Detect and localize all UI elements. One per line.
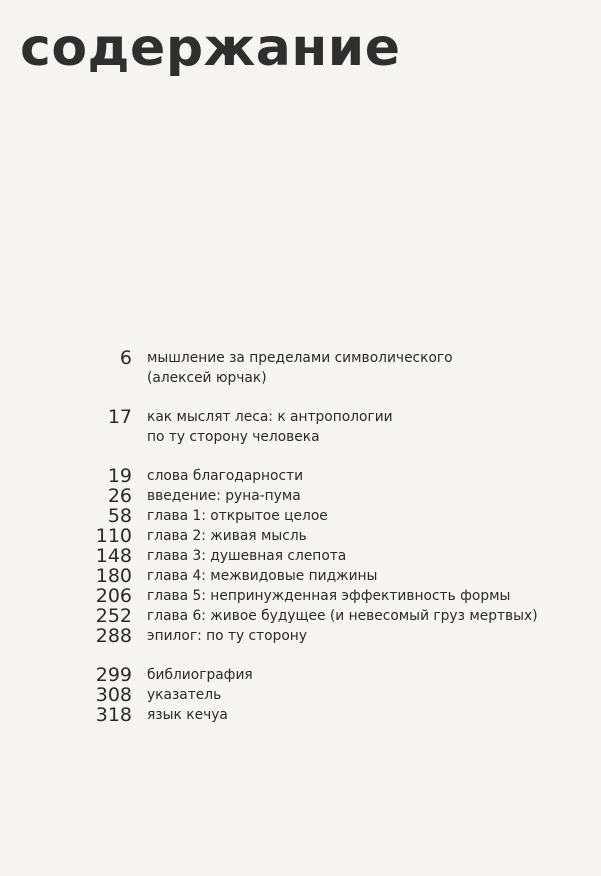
toc-entry-title <box>132 566 377 586</box>
toc-entry <box>80 348 595 388</box>
toc-page-number: 148 <box>95 545 132 567</box>
toc-entry-line: слова благодарности <box>147 468 304 484</box>
toc-entry-line: глава 4: межвидовые пиджины <box>147 568 378 584</box>
toc-entry <box>80 566 595 586</box>
toc-group <box>80 665 595 725</box>
toc-page-number: 308 <box>95 684 132 706</box>
toc-entry-title <box>132 546 346 566</box>
toc-page-number: 288 <box>95 625 132 647</box>
toc-entry <box>80 586 595 606</box>
toc-group <box>80 466 595 646</box>
toc-page-number: 206 <box>95 585 132 607</box>
toc-entry-line: как мыслят леса: к антропологии <box>147 409 393 425</box>
toc-page-number: 17 <box>107 406 132 428</box>
toc-entry <box>80 486 595 506</box>
toc-entry-line: глава 3: душевная слепота <box>147 548 347 564</box>
toc-entry <box>80 685 595 705</box>
toc-entry <box>80 626 595 646</box>
toc-entry-title <box>132 506 328 526</box>
toc-entry-line: указатель <box>147 687 222 703</box>
toc-page-number: 6 <box>119 347 132 369</box>
toc-entry-title <box>132 526 307 546</box>
toc-entry-title <box>132 685 221 705</box>
toc-entry-line: глава 2: живая мысль <box>147 528 307 544</box>
toc-entry-title <box>132 348 453 388</box>
toc-entry <box>80 606 595 626</box>
toc-entry-line: глава 1: открытое целое <box>147 508 328 524</box>
toc-page-number: 110 <box>95 525 132 547</box>
toc-entry-line: эпилог: по ту сторону <box>147 628 307 644</box>
toc-entry-title <box>132 466 303 486</box>
toc-entry <box>80 705 595 725</box>
toc-group <box>80 348 595 388</box>
toc-page-number: 19 <box>107 465 132 487</box>
toc-entry-line: библиография <box>147 667 253 683</box>
toc-entry-line: мышление за пределами символического <box>147 350 453 366</box>
toc-entry-line: введение: руна-пума <box>147 488 301 504</box>
toc-page-number: 180 <box>95 565 132 587</box>
toc-entry-title <box>132 665 253 685</box>
toc-entry <box>80 546 595 566</box>
toc-entry <box>80 466 595 486</box>
toc-entry-line: глава 5: непринужденная эффективность формы <box>147 588 511 604</box>
table-of-contents <box>80 348 595 744</box>
toc-entry-line: (алексей юрчак) <box>147 370 267 386</box>
toc-entry-line: по ту сторону человека <box>147 429 320 445</box>
toc-page-number: 26 <box>107 485 132 507</box>
toc-group <box>80 407 595 447</box>
toc-entry <box>80 665 595 685</box>
toc-entry-title <box>132 486 301 506</box>
toc-page-number: 58 <box>107 505 132 527</box>
toc-entry-title <box>132 586 510 606</box>
toc-entry-title <box>132 705 228 725</box>
toc-page-number: 318 <box>95 704 132 726</box>
page-title: содержание <box>20 18 401 78</box>
toc-entry <box>80 506 595 526</box>
toc-entry-line: язык кечуа <box>147 707 228 723</box>
toc-page-number: 252 <box>95 605 132 627</box>
toc-entry-title <box>132 606 538 626</box>
toc-entry-line: глава 6: живое будущее (и невесомый груз мертвых) <box>147 608 538 624</box>
toc-page-number: 299 <box>95 664 132 686</box>
toc-entry-title <box>132 626 307 646</box>
toc-entry <box>80 407 595 447</box>
toc-entry-title <box>132 407 393 447</box>
toc-entry <box>80 526 595 546</box>
